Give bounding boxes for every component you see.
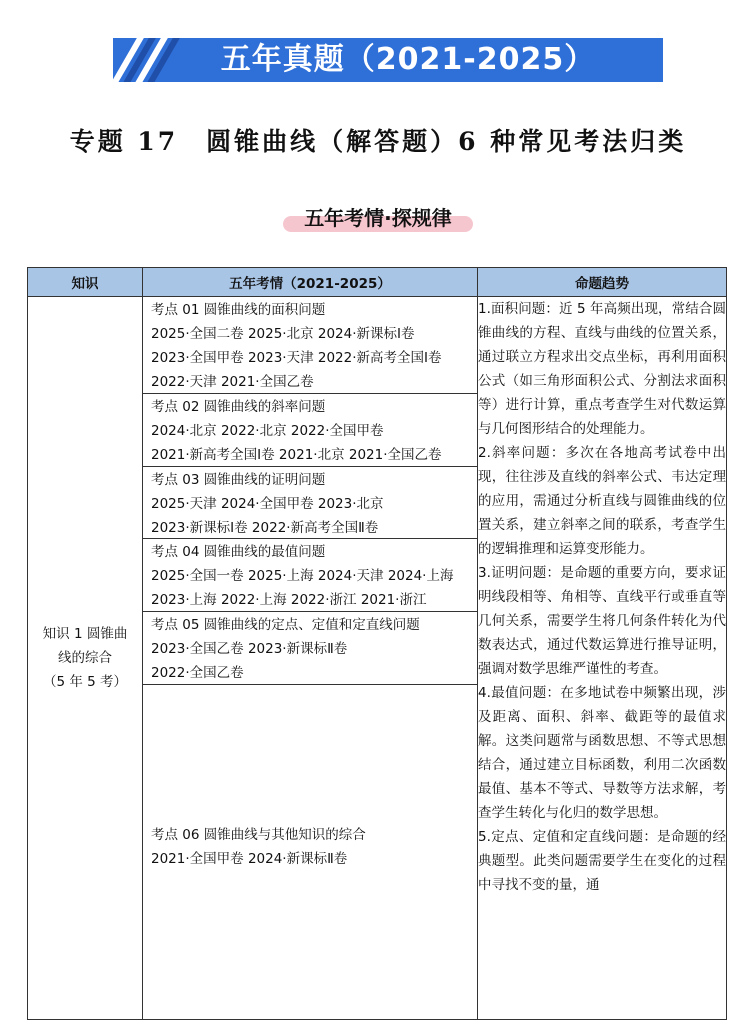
trend-paragraph: 5.定点、定值和定直线问题：是命题的经典题型。此类问题需要学生在变化的过程中寻找不变的量，通 (478, 829, 726, 893)
exam-point (143, 685, 477, 1019)
exam-point-years: 2021·新高考全国Ⅰ卷 2021·北京 2021·全国乙卷 (151, 447, 442, 463)
exam-point (143, 297, 477, 394)
exam-point-title: 考点 05 圆锥曲线的定点、定值和定直线问题 (151, 617, 420, 633)
header-exam-records: 五年考情（2021-2025） (143, 268, 478, 297)
exam-point-years: 2023·新课标Ⅰ卷 2022·新高考全国Ⅱ卷 (151, 520, 379, 536)
exam-point-title: 考点 06 圆锥曲线与其他知识的综合 (151, 827, 366, 843)
exam-point-title: 考点 04 圆锥曲线的最值问题 (151, 544, 326, 560)
exam-point-years: 2022·全国乙卷 (151, 665, 244, 681)
exam-point-years: 2023·上海 2022·上海 2022·浙江 2021·浙江 (151, 592, 427, 608)
exam-point-years: 2025·全国一卷 2025·上海 2024·天津 2024·上海 (151, 568, 454, 584)
trend-paragraph: 4.最值问题：在多地试卷中频繁出现，涉及距离、面积、斜率、截距等的最值求解。这类问题常与函数思想、不等式思想结合，通过建立目标函数，利用二次函数最值、基本不等式、导数等方法求解，考查学生转化与化归的数学思想。 (478, 685, 726, 821)
exam-point-years: 2025·全国二卷 2025·北京 2024·新课标Ⅰ卷 (151, 326, 415, 342)
exam-point-years: 2021·全国甲卷 2024·新课标Ⅱ卷 (151, 851, 348, 867)
knowledge-line: 知识 1 圆锥曲 (42, 626, 128, 642)
banner-title: 五年真题（2021-2025） (220, 42, 596, 77)
trend-text (478, 297, 726, 1017)
trend-paragraph: 3.证明问题：是命题的重要方向，要求证明线段相等、角相等、直线平行或垂直等几何关系，需要学生将几何条件转化为代数表达式，通过代数运算进行推导证明，强调对数学思维严谨性的考查。 (478, 565, 726, 677)
exam-point-title: 考点 03 圆锥曲线的证明问题 (151, 472, 326, 488)
page-title: 专题 17 圆锥曲线（解答题）6 种常见考法归类 (69, 127, 687, 156)
exam-point-years: 2023·全国乙卷 2023·新课标Ⅱ卷 (151, 641, 348, 657)
exam-point (143, 467, 477, 539)
knowledge-line: 线的综合 (58, 650, 112, 666)
knowledge-line: （5 年 5 考） (42, 674, 128, 690)
section-subtitle-text: 五年考情·探规律 (304, 206, 452, 230)
exam-point-years: 2023·全国甲卷 2023·天津 2022·新高考全国Ⅰ卷 (151, 350, 442, 366)
section-subtitle (283, 200, 473, 236)
exam-point (143, 394, 477, 467)
exam-point-title: 考点 02 圆锥曲线的斜率问题 (151, 399, 326, 415)
exam-point-years: 2024·北京 2022·北京 2022·全国甲卷 (151, 423, 384, 439)
exam-point-title: 考点 01 圆锥曲线的面积问题 (151, 302, 326, 318)
exam-point (143, 612, 477, 685)
exam-analysis-table (27, 267, 727, 1020)
fade-overlay (478, 989, 726, 1019)
header-trend: 命题趋势 (478, 268, 727, 297)
exam-point-years: 2022·天津 2021·全国乙卷 (151, 374, 314, 390)
header-knowledge: 知识 (28, 268, 143, 297)
header-banner (113, 38, 663, 82)
exam-point (143, 539, 477, 612)
trend-cell (478, 297, 727, 1020)
knowledge-cell (28, 297, 143, 1020)
trend-paragraph: 1.面积问题：近 5 年高频出现，常结合圆锥曲线的方程、直线与曲线的位置关系，通过联立方程求出交点坐标，再利用面积公式（如三角形面积公式、分割法求面积等）进行计算，重点考查学生对代数运算与几何图形结合的处理能力。 (478, 301, 726, 437)
exam-points-cell (143, 297, 478, 1020)
table-header-row (28, 268, 727, 297)
trend-paragraph: 2.斜率问题：多次在各地高考试卷中出现，往往涉及直线的斜率公式、韦达定理的应用，需通过分析直线与圆锥曲线的位置关系，建立斜率之间的联系，考查学生的逻辑推理和运算变形能力。 (478, 445, 726, 557)
exam-point-years: 2025·天津 2024·全国甲卷 2023·北京 (151, 496, 384, 512)
table-row (28, 297, 727, 1020)
